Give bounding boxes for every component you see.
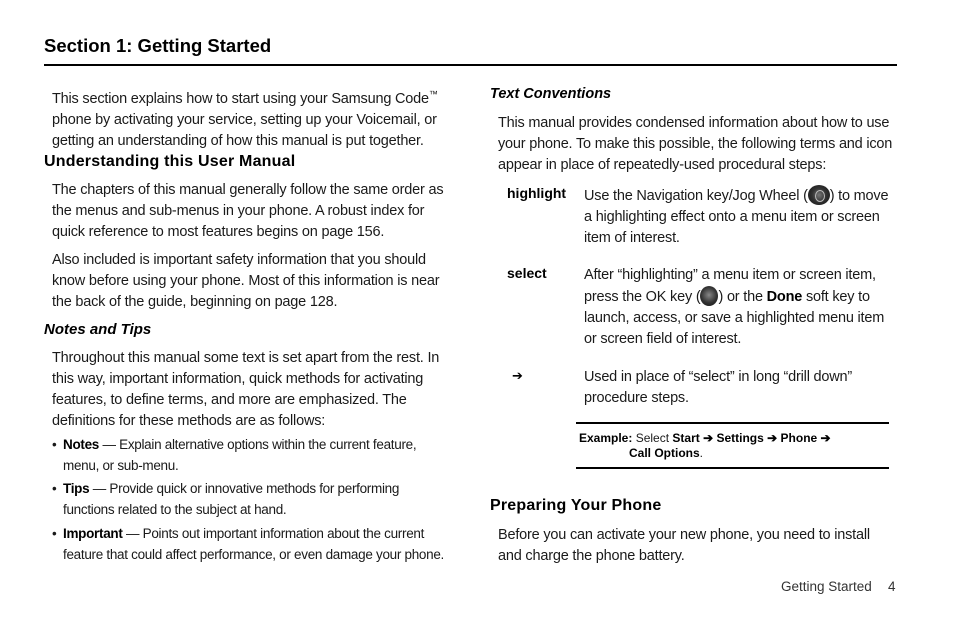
understanding-heading: Understanding this User Manual: [44, 153, 296, 170]
term-highlight: highlight: [507, 185, 567, 201]
footer-section: Getting Started: [781, 579, 872, 594]
ok-key-icon: [700, 286, 718, 306]
definition-select: After “highlighting” a menu item or screen item, press the OK key ( ) or the Done soft key to launch, access, or save a highlighted menu item or screen field of interest.: [584, 267, 885, 347]
term-arrow: ➔: [512, 368, 523, 383]
navigation-key-icon: [808, 185, 830, 205]
preparing-paragraph: Before you can activate your new phone, you need to install and charge the phone battery.: [498, 527, 870, 564]
definition-highlight: Use the Navigation key/Jog Wheel ( ) to move a highlighting effect onto a menu item or screen item of interest.: [584, 185, 894, 249]
title-rule: [44, 64, 897, 66]
definition-arrow: Used in place of “select” in long “drill down” procedure steps.: [584, 369, 853, 406]
understanding-paragraph-1: The chapters of this manual generally follow the same order as the menus and sub-menus in your phone. A robust index for quick reference to most features begins on page 156.: [52, 182, 444, 240]
page-title: Section 1: Getting Started: [44, 35, 272, 56]
example-bottom-rule: [576, 467, 889, 469]
notes-heading: Notes and Tips: [44, 321, 152, 338]
understanding-paragraph-2: Also included is important safety information that you should know before using your phone. Most of this information is near the back of the guide, beginning on page 128.: [52, 252, 440, 310]
bullet-tips: • Tips — Provide quick or innovative methods for performing functions related to the subject at hand.: [52, 481, 400, 517]
conventions-paragraph: This manual provides condensed information about how to use your phone. To make this possible, the following terms and icon appear in place of repeatedly-used procedural steps:: [498, 115, 893, 173]
notes-paragraph: Throughout this manual some text is set apart from the rest. In this way, important information, quick methods for activating features, to define terms, and more are emphasized. The definitions for these methods are as follows:: [52, 350, 440, 429]
preparing-heading: Preparing Your Phone: [490, 497, 662, 514]
example-box: Example: Select Start ➔ Settings ➔ Phone ➔ Call Options.: [579, 431, 831, 460]
bullet-important: • Important — Points out important information about the current feature that could affect performance, or even damage your phone.: [52, 526, 445, 562]
page-number: 4: [888, 579, 896, 594]
intro-paragraph: This section explains how to start using your Samsung Code™ phone by activating your service, setting up your Voicemail, or getting an understanding of how this manual is put together.: [52, 89, 438, 149]
bullet-notes: • Notes — Explain alternative options within the current feature, menu, or sub-menu.: [52, 437, 417, 473]
term-select: select: [507, 265, 547, 281]
conventions-heading: Text Conventions: [490, 86, 612, 102]
example-top-rule: [576, 422, 889, 424]
